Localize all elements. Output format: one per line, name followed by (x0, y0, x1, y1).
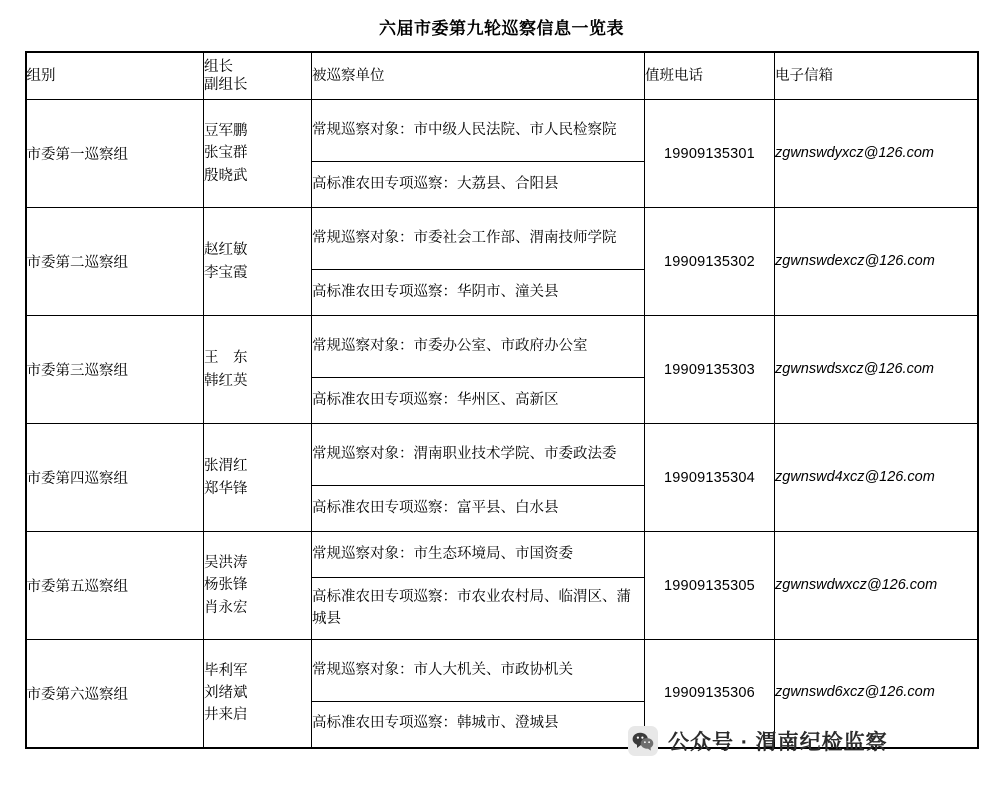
leader-name: 张渭红 (204, 458, 248, 475)
leader-name: 张宝群 (204, 145, 248, 162)
leader-name: 毕利军 (204, 662, 248, 679)
column-header-group: 组别 (26, 52, 204, 100)
cell-phone: 19909135303 (645, 316, 775, 424)
cell-group: 市委第一巡察组 (26, 100, 204, 208)
leader-name: 肖永宏 (204, 599, 248, 616)
column-header-unit: 被巡察单位 (312, 52, 645, 100)
table-row (26, 532, 978, 578)
table-row (26, 316, 978, 378)
cell-leaders (204, 532, 312, 640)
watermark (628, 726, 888, 756)
table-row (26, 424, 978, 486)
table-row (26, 100, 978, 162)
cell-email: zgwnswdwxcz@126.com (775, 532, 978, 640)
cell-group: 市委第六巡察组 (26, 640, 204, 748)
cell-unit-special: 高标准农田专项巡察：韩城市、澄城县 (312, 702, 645, 748)
cell-unit-special: 高标准农田专项巡察：市农业农村局、临渭区、蒲城县 (312, 578, 645, 640)
cell-unit-regular: 常规巡察对象：市生态环境局、市国资委 (312, 532, 645, 578)
cell-phone: 19909135301 (645, 100, 775, 208)
cell-unit-special: 高标准农田专项巡察：富平县、白水县 (312, 486, 645, 532)
cell-phone: 19909135306 (645, 640, 775, 748)
cell-unit-regular: 常规巡察对象：市委社会工作部、渭南技师学院 (312, 208, 645, 270)
cell-email: zgwnswd4xcz@126.com (775, 424, 978, 532)
table-row (26, 208, 978, 270)
cell-group: 市委第二巡察组 (26, 208, 204, 316)
cell-unit-regular: 常规巡察对象：渭南职业技术学院、市委政法委 (312, 424, 645, 486)
cell-leaders (204, 100, 312, 208)
cell-leaders (204, 640, 312, 748)
cell-unit-special: 高标准农田专项巡察：大荔县、合阳县 (312, 162, 645, 208)
cell-unit-regular: 常规巡察对象：市中级人民法院、市人民检察院 (312, 100, 645, 162)
leader-name: 刘绪斌 (204, 685, 248, 702)
column-header-leader (204, 52, 312, 100)
column-header-email: 电子信箱 (775, 52, 978, 100)
table-header-row (26, 52, 978, 100)
column-header-phone: 值班电话 (645, 52, 775, 100)
leader-name: 赵红敏 (204, 242, 248, 259)
leader-name: 王 东 (204, 350, 248, 367)
leader-name: 井来启 (204, 707, 248, 724)
cell-leaders (204, 208, 312, 316)
wechat-official-account-icon (628, 726, 658, 756)
cell-email: zgwnswdsxcz@126.com (775, 316, 978, 424)
leader-name: 李宝霞 (204, 264, 248, 281)
cell-leaders (204, 316, 312, 424)
leader-name: 豆军鹏 (204, 122, 248, 139)
leader-name: 杨张锋 (204, 577, 248, 594)
watermark-text: 公众号 · 渭南纪检监察 (668, 731, 888, 754)
cell-group: 市委第五巡察组 (26, 532, 204, 640)
leader-name: 韩红英 (204, 372, 248, 389)
cell-unit-regular: 常规巡察对象：市人大机关、市政协机关 (312, 640, 645, 702)
column-header-leader-line1: 组长 (204, 58, 233, 75)
column-header-leader-line2: 副组长 (204, 77, 248, 93)
cell-email: zgwnswd6xcz@126.com (775, 640, 978, 748)
cell-group: 市委第四巡察组 (26, 424, 204, 532)
cell-phone: 19909135302 (645, 208, 775, 316)
cell-phone: 19909135304 (645, 424, 775, 532)
cell-phone: 19909135305 (645, 532, 775, 640)
cell-unit-regular: 常规巡察对象：市委办公室、市政府办公室 (312, 316, 645, 378)
page-title: 六届市委第九轮巡察信息一览表 (379, 19, 624, 38)
cell-unit-special: 高标准农田专项巡察：华阴市、潼关县 (312, 270, 645, 316)
cell-unit-special: 高标准农田专项巡察：华州区、高新区 (312, 378, 645, 424)
leader-name: 吴洪涛 (204, 554, 248, 571)
cell-email: zgwnswdyxcz@126.com (775, 100, 978, 208)
table-row (26, 640, 978, 702)
leader-name: 郑华锋 (204, 480, 248, 497)
cell-leaders (204, 424, 312, 532)
leader-name: 殷晓武 (204, 167, 248, 184)
inspection-info-table (25, 51, 979, 749)
cell-email: zgwnswdexcz@126.com (775, 208, 978, 316)
cell-group: 市委第三巡察组 (26, 316, 204, 424)
